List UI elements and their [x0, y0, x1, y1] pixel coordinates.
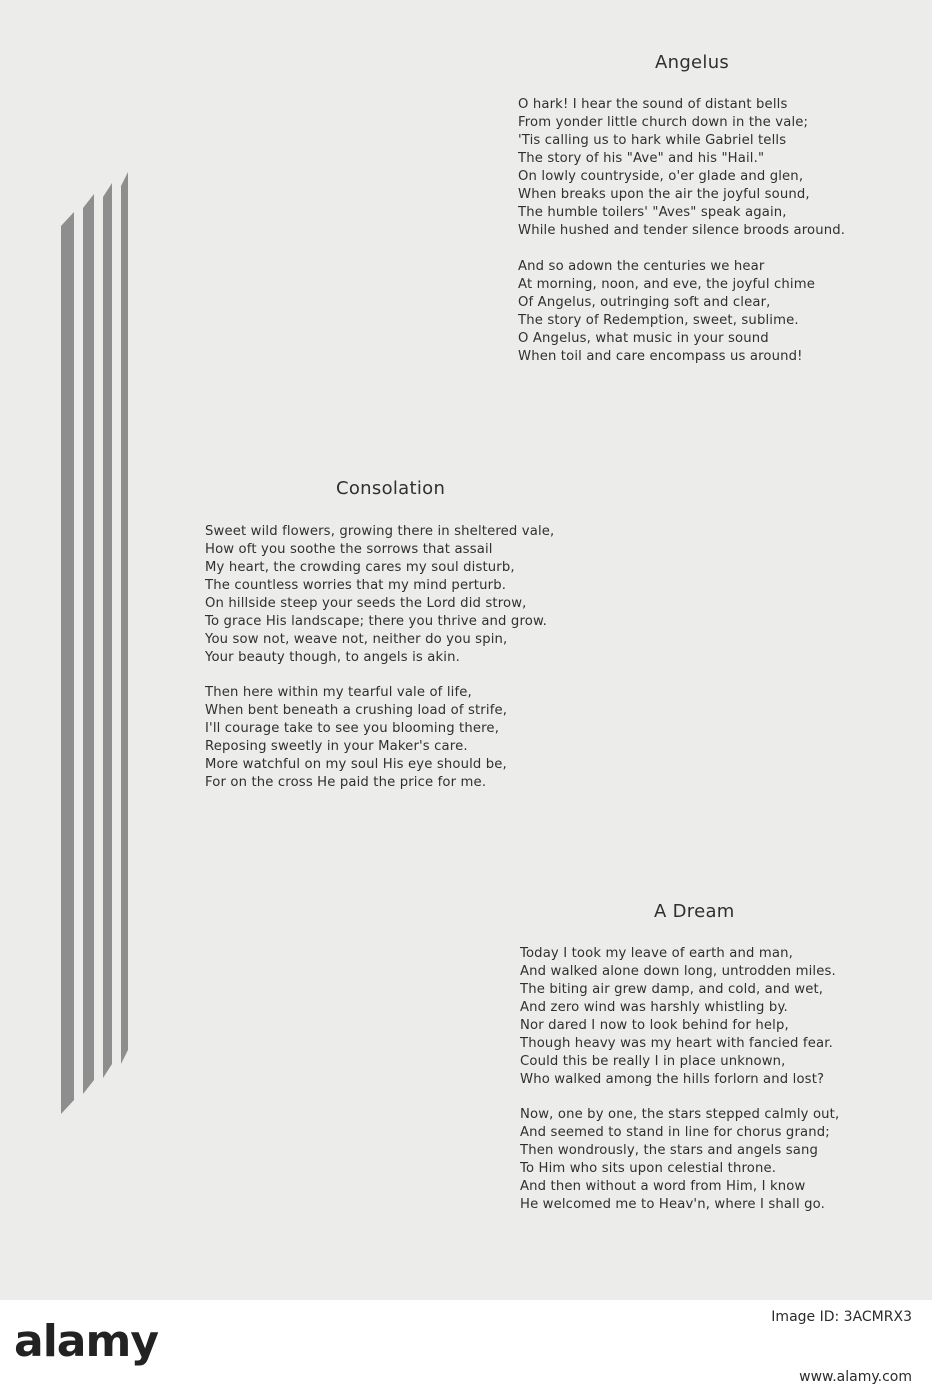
- poem-line: The humble toilers' "Aves" speak again,: [518, 205, 787, 220]
- poem-line: For on the cross He paid the price for me.: [205, 775, 487, 790]
- image-id: Image ID: 3ACMRX3: [771, 1309, 912, 1325]
- poem-line: Now, one by one, the stars stepped calmly out,: [520, 1107, 840, 1122]
- poem-line: And zero wind was harshly whistling by.: [520, 1000, 788, 1015]
- poem-line: How oft you soothe the sorrows that assail: [205, 542, 493, 557]
- poem-line: Nor dared I now to look behind for help,: [520, 1018, 789, 1033]
- poem-line: While hushed and tender silence broods around.: [518, 223, 846, 238]
- poem-line: The story of his "Ave" and his "Hail.": [518, 151, 765, 166]
- poem-line: I'll courage take to see you blooming there,: [205, 721, 500, 736]
- site-url: www.alamy.com: [799, 1369, 912, 1385]
- poem-line: The biting air grew damp, and cold, and wet,: [520, 982, 824, 997]
- alamy-logo: alamy: [14, 1316, 158, 1367]
- poem-line: Then wondrously, the stars and angels sang: [520, 1143, 819, 1158]
- poem-line: On hillside steep your seeds the Lord did strow,: [205, 596, 527, 611]
- poem-line: When bent beneath a crushing load of strife,: [205, 703, 508, 718]
- poem-line: Could this be really I in place unknown,: [520, 1054, 786, 1069]
- poem-line: O hark! I hear the sound of distant bells: [518, 97, 788, 112]
- poem-line: From yonder little church down in the vale;: [518, 115, 809, 130]
- poem-line: O Angelus, what music in your sound: [518, 331, 769, 346]
- poem-line: Then here within my tearful vale of life,: [205, 685, 472, 700]
- poem-line: Sweet wild flowers, growing there in sheltered vale,: [205, 524, 555, 539]
- poem-line: When breaks upon the air the joyful sound,: [518, 187, 810, 202]
- decorative-stripe-1: [61, 212, 74, 1114]
- poem-line: Today I took my leave of earth and man,: [520, 946, 793, 961]
- decorative-stripe-3: [103, 183, 112, 1078]
- poem-line: Of Angelus, outringing soft and clear,: [518, 295, 771, 310]
- decorative-stripe-2: [83, 194, 94, 1094]
- poem-line: The story of Redemption, sweet, sublime.: [518, 313, 799, 328]
- poem-line: On lowly countryside, o'er glade and glen,: [518, 169, 804, 184]
- poem-line: You sow not, weave not, neither do you spin,: [205, 632, 508, 647]
- poem-line: My heart, the crowding cares my soul disturb,: [205, 560, 515, 575]
- poem-line: And then without a word from Him, I know: [520, 1179, 806, 1194]
- poem-line: Your beauty though, to angels is akin.: [205, 650, 460, 665]
- poem-line: And walked alone down long, untrodden miles.: [520, 964, 836, 979]
- poem-line: He welcomed me to Heav'n, where I shall go.: [520, 1197, 825, 1212]
- poem-line: The countless worries that my mind perturb.: [205, 578, 507, 593]
- footer-meta: [771, 1308, 912, 1386]
- poem-title: Consolation: [336, 478, 446, 499]
- poem-line: 'Tis calling us to hark while Gabriel tells: [518, 133, 787, 148]
- poem-line: At morning, noon, and eve, the joyful chime: [518, 277, 815, 292]
- poem-line: More watchful on my soul His eye should be,: [205, 757, 507, 772]
- poem-line: When toil and care encompass us around!: [518, 349, 803, 364]
- poem-title: A Dream: [654, 901, 735, 922]
- poem-line: And so adown the centuries we hear: [518, 259, 765, 274]
- poem-line: Who walked among the hills forlorn and lost?: [520, 1072, 825, 1087]
- poem-line: Though heavy was my heart with fancied fear.: [520, 1036, 833, 1051]
- poem-line: And seemed to stand in line for chorus grand;: [520, 1125, 830, 1140]
- poem-line: To grace His landscape; there you thrive and grow.: [205, 614, 548, 629]
- poem-title: Angelus: [655, 52, 730, 73]
- poem-line: Reposing sweetly in your Maker's care.: [205, 739, 468, 754]
- poem-line: To Him who sits upon celestial throne.: [520, 1161, 777, 1176]
- decorative-stripe-4: [121, 172, 128, 1064]
